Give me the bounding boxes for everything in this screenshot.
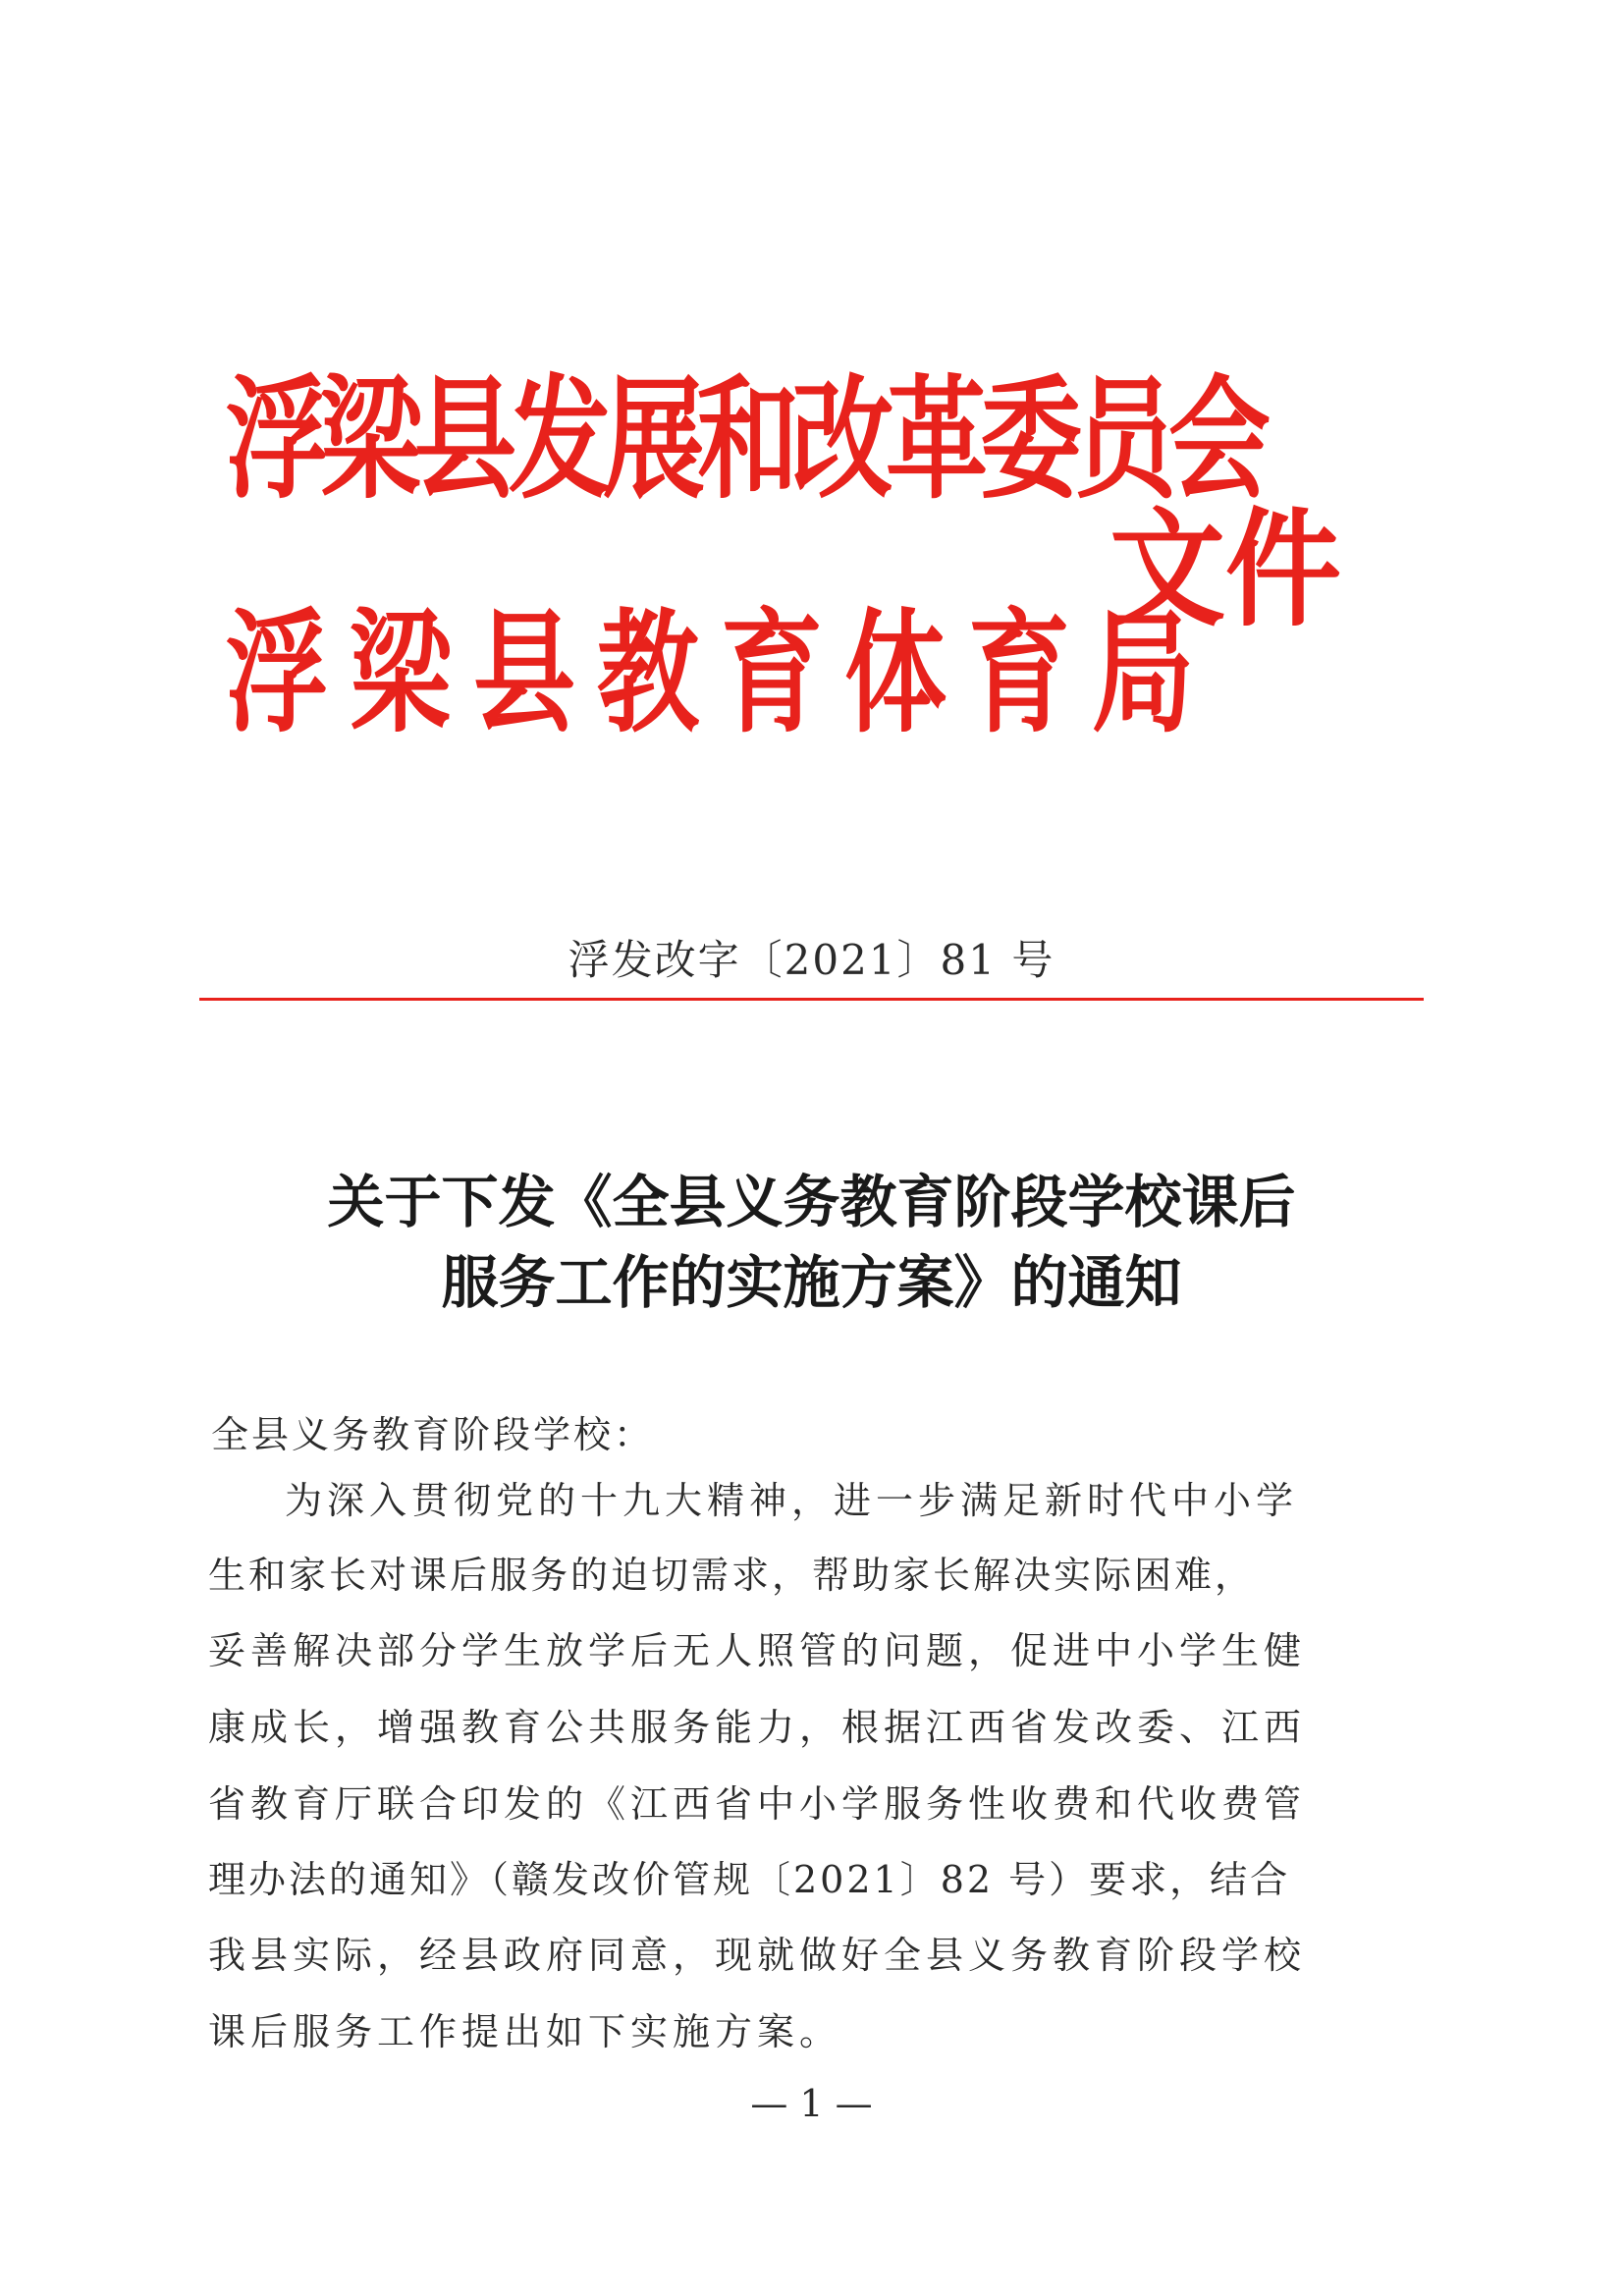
body-line: 省教育厅联合印发的《江西省中小学服务性收费和代收费管 — [208, 1782, 1307, 1826]
salutation: 全县义务教育阶段学校： — [211, 1413, 655, 1456]
body-line: 理办法的通知》（赣发改价管规〔2021〕82 号）要求，结合 — [208, 1858, 1291, 1901]
document-title-line-2: 服务工作的实施方案》的通知 — [441, 1249, 1182, 1316]
page-number: — 1 — — [750, 2082, 873, 2125]
red-divider-rule — [199, 998, 1424, 1001]
issuer-line-2: 浮梁县教育体育局 — [226, 595, 1217, 751]
body-line: 妥善解决部分学生放学后无人照管的问题，促进中小学生健 — [208, 1629, 1307, 1672]
document-number: 浮发改字〔2021〕81 号 — [568, 936, 1055, 984]
issuer-line-1: 浮梁县发展和改革委员会 — [226, 361, 1264, 518]
document-title-line-1: 关于下发《全县义务教育阶段学校课后 — [327, 1169, 1296, 1235]
document-type-label: 文件 — [1109, 495, 1342, 644]
body-line: 课后服务工作提出如下实施方案。 — [208, 2010, 842, 2053]
body-line: 康成长，增强教育公共服务能力，根据江西省发改委、江西 — [208, 1706, 1307, 1749]
body-line: 为深入贯彻党的十九大精神，进一步满足新时代中小学 — [285, 1479, 1299, 1522]
body-line: 生和家长对课后服务的迫切需求，帮助家长解决实际困难， — [208, 1554, 1256, 1597]
body-line: 我县实际，经县政府同意，现就做好全县义务教育阶段学校 — [208, 1934, 1307, 1977]
